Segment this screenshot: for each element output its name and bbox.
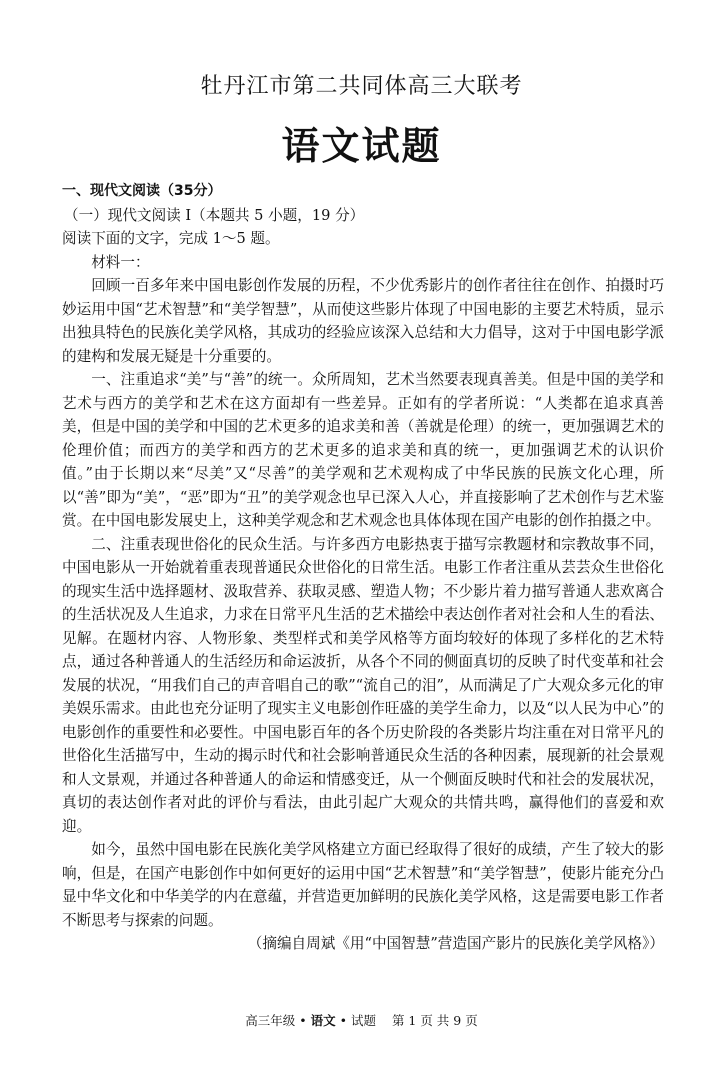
footer-grade: 高三年级 xyxy=(245,1013,296,1028)
reading-instruction: 阅读下面的文字，完成 1～5 题。 xyxy=(62,230,280,247)
footer-doc-type: 试题 xyxy=(351,1013,377,1028)
subject-title: 语文试题 xyxy=(281,124,442,168)
paragraph-conclusion: 如今，虽然中国电影在民族化美学风格建立方面已经取得了很好的成绩，产生了较大的影响，但是，在国产电影创作中如何更好的运用中国“艺术智慧”和“美学智慧”，使影片能充分凸显中华文化和中华美学的内在意蕴，并营造更加鲜明的民族化美学风格，这是需要电影工作者不断思考与探索的问题。 xyxy=(62,841,664,929)
exam-name: 牡丹江市第二共同体高三大联考 xyxy=(200,74,523,99)
footer-subject: 语文 xyxy=(310,1013,336,1028)
paragraph-point-one: 一、注重追求“美”与“善”的统一。众所周知，艺术当然要表现真善美。但是中国的美学和艺术与西方的美学和艺术在这方面却有一些差异。正如有的学者所说：“人类都在追求真善美，但是中国的美学和中国的艺术更多的追求美和善（善就是伦理）的统一，更加强调艺术的伦理价值；而西方的美学和西方的艺术更多的追求美和真的统一，更加强调艺术的认识价值。”由于长期以来“尽美”又“尽善”的美学观和艺术观构成了中华民族的民族文化心理，所以“善”即为“美”，“恶”即为“丑”的美学观念也早已深入人心，并直接影响了艺术创作与艺术鉴赏。在中国电影发展史上，这种美学观念和艺术观念也具体体现在国产电影的创作拍摄之中。 xyxy=(62,371,664,529)
paragraph-point-two: 二、注重表现世俗化的民众生活。与许多西方电影热衷于描写宗教题材和宗教故事不同，中国电影从一开始就着重表现普通民众世俗化的日常生活。电影工作者注重从芸芸众生世俗化的现实生活中选择题材、汲取营养、获取灵感、塑造人物；不少影片着力描写普通人悲欢离合的生活状况及人生追求，力求在日常平凡生活的艺术描绘中表达创作者对社会和人生的看法、见解。在题材内容、人物形象、类型样式和美学风格等方面均较好的体现了多样化的艺术特点，通过各种普通人的生活经历和命运波折，从各个不同的侧面真切的反映了时代变革和社会发展的状况，“用我们自己的声音唱自己的歌”“流自己的泪”，从而满足了广大观众多元化的审美娱乐需求。由此也充分证明了现实主义电影创作旺盛的美学生命力，以及“以人民为中心”的电影创作的重要性和必要性。中国电影百年的各个历史阶段的各类影片均注重在对日常平凡的世俗化生活描写中，生动的揭示时代和社会影响普通民众生活的各种因素，展现新的社会景观和人文景观，并通过各种普通人的命运和情感变迁，从一个侧面反映时代和社会的发展状况，真切的表达创作者对此的评价与看法，由此引起广大观众的共情共鸣，赢得他们的喜爱和欢迎。 xyxy=(62,535,664,835)
paragraph-intro: 回顾一百多年来中国电影创作发展的历程，不少优秀影片的创作者往往在创作、拍摄时巧妙运用中国“艺术智慧”和“美学智慧”，从而使这些影片体现了中国电影的主要艺术特质，显示出独具特色的民族化美学风格，其成功的经验应该深入总结和大力倡导，这对于中国电影学派的建构和发展无疑是十分重要的。 xyxy=(62,277,664,365)
material-label: 材料一： xyxy=(91,253,150,271)
sub-section-heading: （一）现代文阅读 I（本题共 5 小题，19 分） xyxy=(64,206,365,224)
footer-page-info: 第 1 页 共 9 页 xyxy=(391,1013,478,1028)
page-footer: 高三年级 • 语文 • 试题 第 1 页 共 9 页 xyxy=(245,1013,478,1028)
section-modern-reading xyxy=(62,180,664,956)
section-heading: 一、现代文阅读（35分） xyxy=(62,183,222,199)
article-source: （摘编自周斌《用“中国智慧”营造国产影片的民族化美学风格》） xyxy=(247,935,664,952)
